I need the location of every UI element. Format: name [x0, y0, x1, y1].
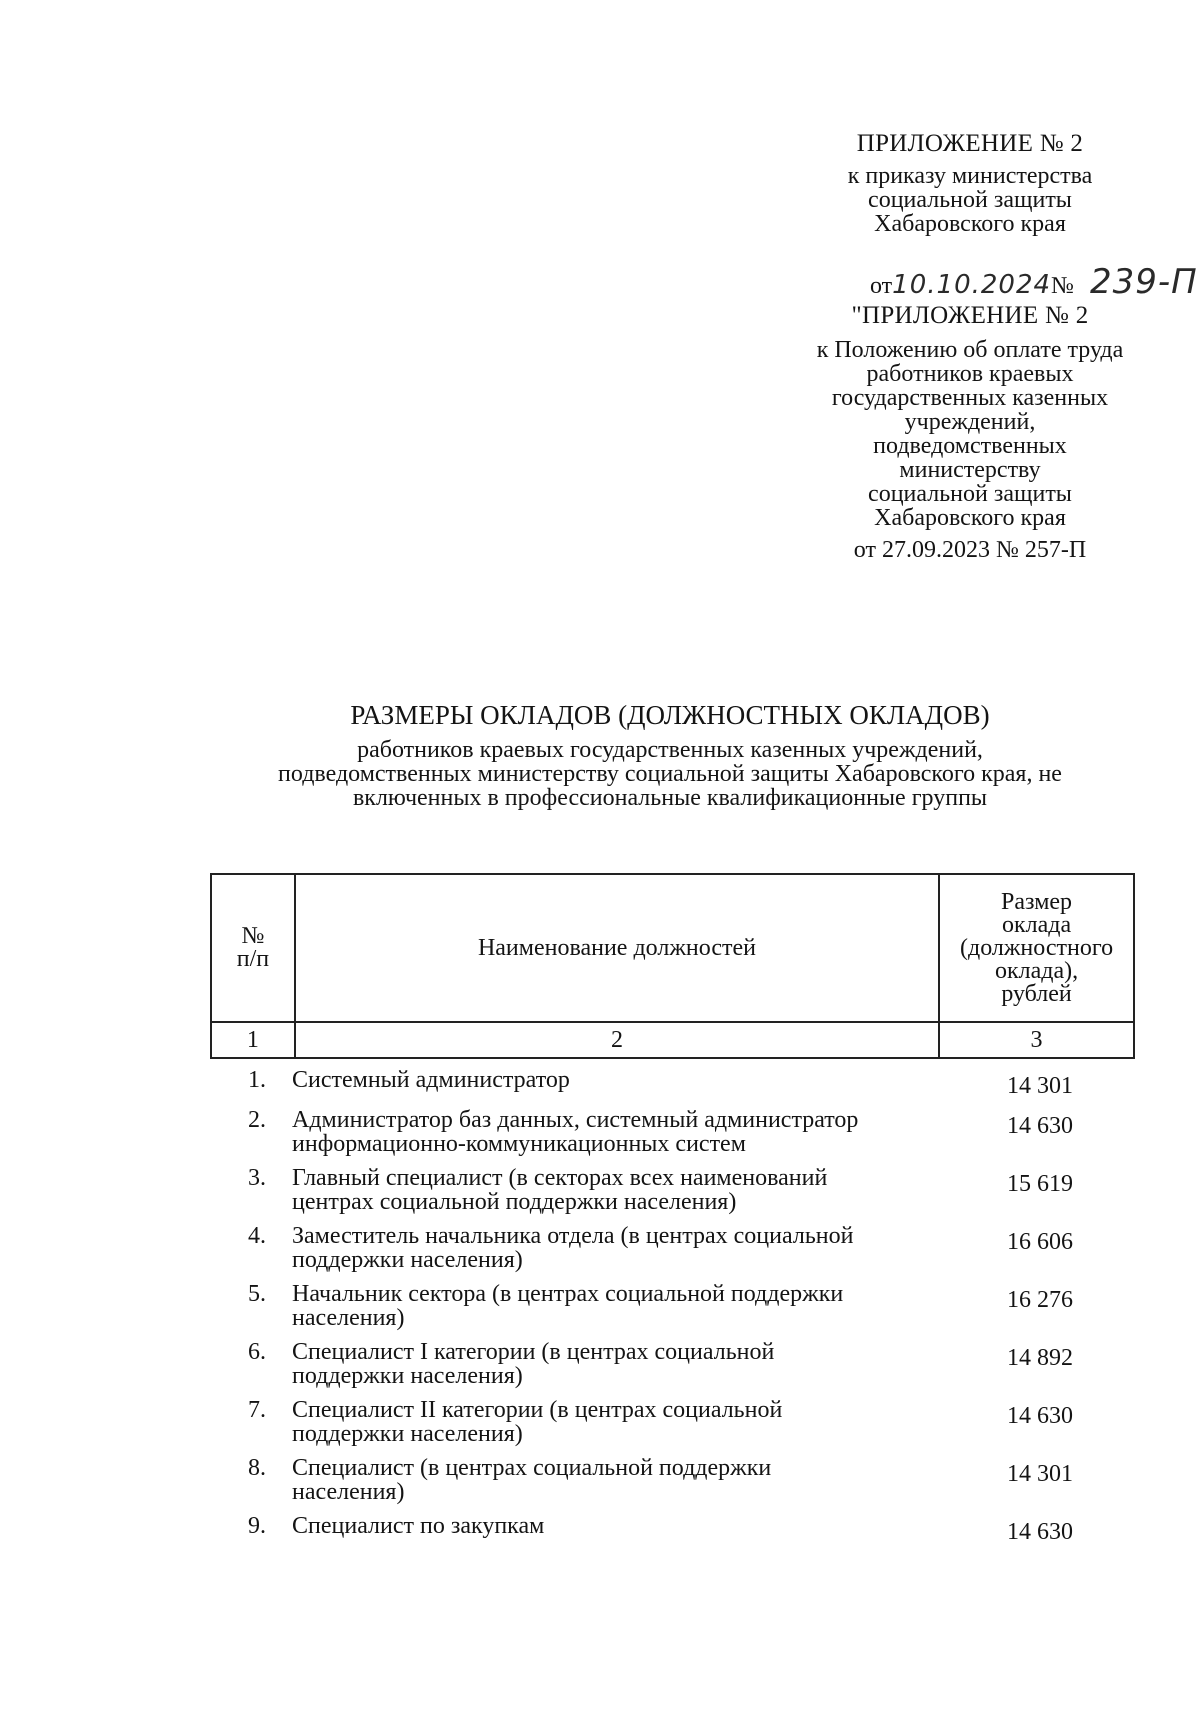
order-number-handwritten: 239-П — [1089, 262, 1198, 302]
position-name: Начальник сектора (в центрах социальной поддержки населения) — [292, 1281, 844, 1331]
order-prefix: от — [870, 273, 893, 299]
header-name: Наименование должностей — [295, 874, 939, 1022]
prior-appendix-line: министерству — [899, 457, 1041, 483]
header-num-line: п/п — [236, 946, 270, 972]
appendix-title: ПРИЛОЖЕНИЕ № 2 — [856, 130, 1084, 157]
prior-appendix-line: подведомственных — [873, 433, 1067, 459]
document-subtitle — [200, 738, 1140, 810]
salary-value: 16 276 — [1007, 1287, 1073, 1313]
subtitle-line: включенных в профессиональные квалификационные группы — [352, 785, 988, 811]
subtitle-line: подведомственных министерству социальной защиты Хабаровского края, не — [278, 761, 1062, 787]
salary-table-header — [210, 873, 1135, 1059]
header-num — [211, 874, 295, 1022]
prior-appendix-date: от 27.09.2023 № 257-П — [853, 537, 1087, 563]
header-salary-line: рублей — [1001, 980, 1072, 1007]
appendix-header — [780, 132, 1160, 236]
prior-appendix-line: работников краевых — [866, 361, 1074, 387]
header-salary-line: оклада), — [994, 957, 1079, 984]
header-salary-line: Размер — [1001, 888, 1073, 915]
position-name: Специалист I категории (в центрах социальной поддержки населения) — [292, 1339, 775, 1389]
row-number: 1. — [248, 1067, 266, 1093]
prior-appendix-line: учреждений, — [904, 409, 1036, 435]
salary-value: 14 301 — [1007, 1073, 1073, 1099]
col-number-1: 1 — [211, 1022, 295, 1058]
col-number-3: 3 — [939, 1022, 1134, 1058]
salary-value: 15 619 — [1007, 1171, 1073, 1197]
subtitle-line: работников краевых государственных казенных учреждений, — [357, 737, 983, 763]
row-number: 9. — [248, 1513, 266, 1539]
order-number-label: № — [1051, 273, 1074, 299]
row-number: 4. — [248, 1223, 266, 1249]
row-number: 7. — [248, 1397, 266, 1423]
salary-value: 14 630 — [1007, 1113, 1073, 1139]
order-date-handwritten: 10.10.2024 — [892, 270, 1052, 300]
position-name: Специалист II категории (в центрах социальной поддержки населения) — [292, 1397, 783, 1447]
row-number: 5. — [248, 1281, 266, 1307]
header-salary-line: оклада — [1001, 911, 1072, 938]
salary-value: 14 301 — [1007, 1461, 1073, 1487]
prior-appendix-title: "ПРИЛОЖЕНИЕ № 2 — [851, 302, 1089, 329]
row-number: 6. — [248, 1339, 266, 1365]
position-name: Системный администратор — [292, 1067, 570, 1093]
document-title: РАЗМЕРЫ ОКЛАДОВ (ДОЛЖНОСТНЫХ ОКЛАДОВ) — [350, 700, 990, 730]
order-date-line — [870, 262, 1198, 302]
position-name: Специалист (в центрах социальной поддержки населения) — [292, 1455, 772, 1505]
position-name: Главный специалист (в секторах всех наименований центрах социальной поддержки населения) — [292, 1165, 828, 1215]
prior-appendix-line: к Положению об оплате труда — [816, 337, 1124, 363]
header-row — [211, 874, 1134, 1022]
prior-appendix — [760, 304, 1180, 562]
position-name: Специалист по закупкам — [292, 1513, 545, 1539]
row-number: 3. — [248, 1165, 266, 1191]
prior-appendix-line: государственных казенных — [831, 385, 1109, 411]
salary-value: 14 630 — [1007, 1519, 1073, 1545]
column-number-row — [211, 1022, 1134, 1058]
order-ref-line: к приказу министерства — [847, 163, 1093, 189]
position-name: Заместитель начальника отдела (в центрах социальной поддержки населения) — [292, 1223, 854, 1273]
header-salary — [939, 874, 1134, 1022]
col-number-2: 2 — [295, 1022, 939, 1058]
row-number: 8. — [248, 1455, 266, 1481]
order-ref-line: Хабаровского края — [874, 211, 1066, 237]
header-num-line: № — [241, 923, 265, 949]
row-number: 2. — [248, 1107, 266, 1133]
salary-value: 14 630 — [1007, 1403, 1073, 1429]
position-name: Администратор баз данных, системный администратор информационно-коммуникационных систем — [292, 1107, 859, 1157]
prior-appendix-line: социальной защиты — [868, 481, 1072, 507]
salary-value: 16 606 — [1007, 1229, 1073, 1255]
prior-appendix-line: Хабаровского края — [874, 505, 1066, 531]
salary-value: 14 892 — [1007, 1345, 1073, 1371]
header-salary-line: (должностного — [959, 934, 1114, 961]
order-ref-line: социальной защиты — [868, 187, 1072, 213]
